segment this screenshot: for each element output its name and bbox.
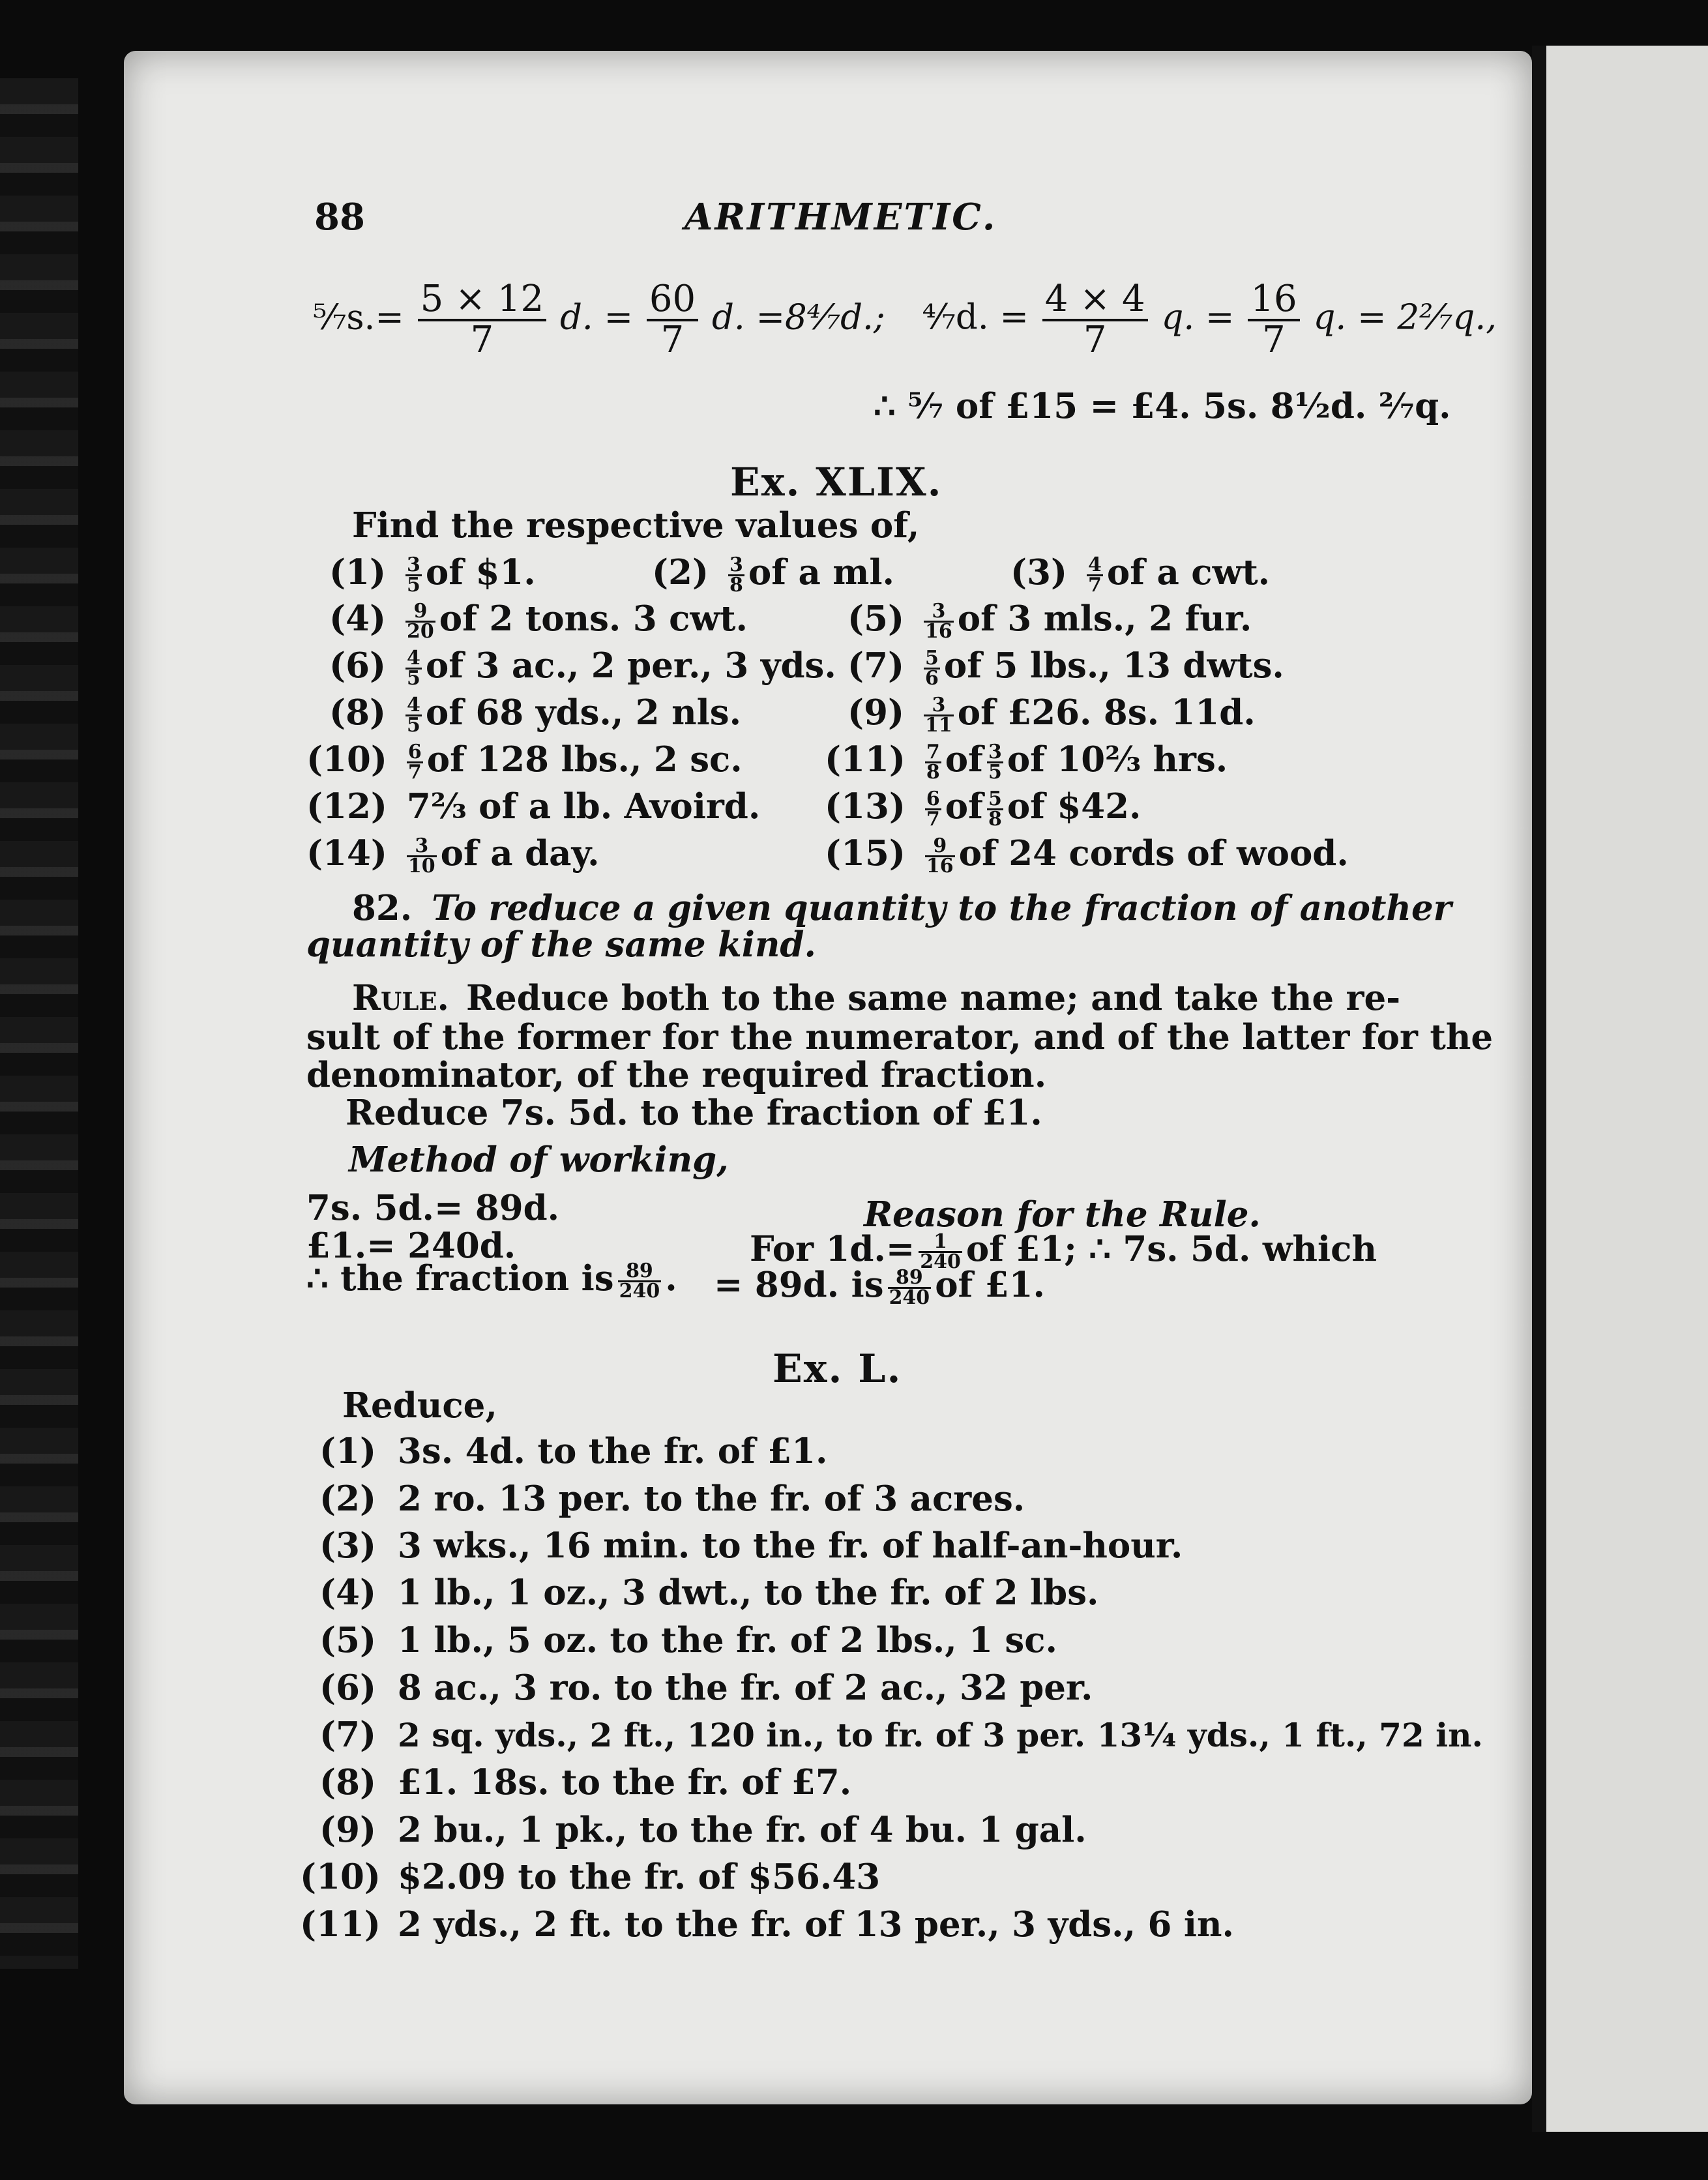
numerator: 4 — [1088, 553, 1102, 576]
numerator: 9 — [405, 602, 435, 623]
fraction — [407, 834, 437, 877]
calc-text: q. = 2²⁄₇q., — [1313, 297, 1497, 338]
denominator: 240 — [889, 1286, 930, 1309]
exercise-item — [319, 1668, 1093, 1708]
item-number: (10) — [306, 739, 387, 780]
exercise-item — [825, 739, 1228, 782]
numerator: 3 — [924, 602, 954, 623]
denominator: 6 — [925, 667, 939, 690]
item-text: of 128 lbs., 2 sc. — [426, 739, 743, 780]
item-text: of a ml. — [748, 552, 894, 593]
exercise-item — [319, 1810, 1087, 1850]
rule-text: Reduce both to the same name; and take the re- — [465, 978, 1401, 1018]
numerator: 1 — [919, 1233, 962, 1254]
section-title: To reduce a given quantity to the fraction of another — [432, 888, 1452, 928]
method-heading: Method of working, — [349, 1140, 729, 1180]
reason-heading: Reason for the Rule. — [864, 1194, 1261, 1235]
item-text: of 68 yds., 2 nls. — [425, 692, 742, 733]
exercise-item — [319, 1620, 1057, 1660]
item-number: (3) — [1010, 552, 1068, 593]
calc-line-1 — [313, 280, 1497, 360]
item-text: 2 sq. yds., 2 ft., 120 in., to fr. of 3 per. 13¼ yds., 1 ft., 72 in. — [398, 1716, 1483, 1754]
exercise-item — [319, 1479, 1025, 1519]
item-number: (14) — [306, 833, 387, 874]
denominator: 20 — [407, 620, 434, 643]
item-text: of £26. 8s. 11d. — [957, 692, 1256, 733]
item-number: (1) — [319, 1431, 377, 1471]
work-line-1: 7s. 5d.= 89d. — [306, 1188, 560, 1228]
section-82-heading — [352, 888, 1452, 928]
numerator: 5 — [988, 787, 1002, 810]
fraction — [405, 553, 422, 597]
numerator: 3 — [407, 837, 437, 858]
exercise-item — [300, 1904, 1234, 1945]
denominator: 11 — [925, 714, 952, 737]
exercise-item — [319, 1525, 1183, 1566]
fraction — [1248, 280, 1299, 360]
numerator: 7 — [926, 740, 940, 763]
fraction — [888, 1265, 932, 1309]
exercise-49-title: Ex. XLIX. — [730, 460, 943, 505]
item-number: (13) — [825, 786, 906, 827]
exercise-item — [319, 1572, 1099, 1613]
item-text: $2.09 to the fr. of $56.43 — [398, 1857, 881, 1897]
rule-line-1 — [352, 978, 1400, 1018]
item-number: (15) — [825, 833, 906, 874]
exercise-item — [319, 1431, 828, 1471]
denominator: 10 — [407, 855, 435, 877]
item-text: of 2 tons. 3 cwt. — [439, 598, 748, 639]
exercise-item — [847, 645, 1284, 688]
fraction — [925, 834, 955, 877]
item-text: 1 lb., 1 oz., 3 dwt., to the fr. of 2 lbs. — [398, 1572, 1099, 1613]
item-text: 3 wks., 16 min. to the fr. of half-an-hour. — [398, 1525, 1183, 1566]
reason-text: For 1d.= — [750, 1229, 915, 1269]
item-number: (2) — [319, 1479, 377, 1519]
item-text: of 24 cords of wood. — [958, 833, 1349, 874]
item-number: (5) — [319, 1620, 377, 1660]
item-number: (8) — [319, 1762, 377, 1803]
calc-line-2: ∴ ⁵⁄₇ of £15 = £4. 5s. 8½d. ²⁄₇q. — [874, 386, 1451, 426]
item-text: 2 yds., 2 ft. to the fr. of 13 per., 3 yds., 6 in. — [398, 1904, 1234, 1945]
section-82-heading-cont: quantity of the same kind. — [306, 924, 816, 965]
exercise-item — [847, 598, 1252, 641]
numerator: 89 — [888, 1269, 932, 1289]
item-number: (6) — [319, 1668, 377, 1708]
exercise-item — [329, 645, 836, 688]
rule-line-3: denominator, of the required fraction. — [306, 1055, 1047, 1095]
exercise-item — [1010, 552, 1270, 595]
item-text: of — [945, 739, 983, 780]
fraction — [1087, 553, 1103, 597]
denominator: 16 — [926, 855, 954, 877]
item-number: (11) — [825, 739, 906, 780]
item-text: 2 ro. 13 per. to the fr. of 3 acres. — [398, 1479, 1025, 1519]
exercise-item — [306, 786, 760, 827]
reason-text: of £1; ∴ 7s. 5d. which — [965, 1229, 1377, 1269]
exercise-item — [329, 552, 536, 595]
numerator: 5 — [925, 646, 939, 670]
denominator: 5 — [988, 761, 1002, 784]
denominator: 5 — [407, 574, 420, 597]
exercise-49-intro: Find the respective values of, — [352, 505, 920, 546]
denominator: 5 — [407, 667, 420, 690]
item-text: of $1. — [425, 552, 536, 593]
page-gutter — [1532, 46, 1546, 2132]
numerator: 6 — [407, 740, 422, 763]
fraction — [924, 599, 954, 643]
work-line-3: ∴ the fraction is $\frac{89}{240}$ . — [306, 1258, 677, 1303]
reason-text: = 89d. is — [714, 1265, 884, 1305]
item-number: (5) — [847, 598, 905, 639]
denominator: 7 — [1083, 318, 1107, 361]
fraction — [647, 280, 698, 360]
denominator: 8 — [729, 574, 743, 597]
exercise-item — [825, 786, 1141, 829]
item-text: 1 lb., 5 oz. to the fr. of 2 lbs., 1 sc. — [398, 1620, 1057, 1660]
fraction — [418, 280, 546, 360]
item-text: £1. 18s. to the fr. of £7. — [398, 1762, 852, 1803]
exercise-item — [329, 598, 748, 641]
denominator: 7 — [407, 761, 422, 784]
item-text: of a day. — [440, 833, 600, 874]
item-number: (8) — [329, 692, 387, 733]
item-number: (7) — [319, 1715, 377, 1755]
reason-text: of £1. — [935, 1265, 1045, 1305]
exercise-item — [300, 1857, 880, 1897]
item-text: 7⅔ of a lb. Avoird. — [406, 786, 761, 827]
fraction — [987, 740, 1003, 784]
item-text: of 3 ac., 2 per., 3 yds. — [425, 645, 836, 686]
fraction — [925, 787, 941, 831]
item-text: of 10⅔ hrs. — [1007, 739, 1228, 780]
calc-text: d. = — [559, 297, 633, 338]
rule-label: Rule. — [352, 978, 449, 1018]
book-spine — [0, 78, 78, 1969]
exercise-50-intro: Reduce, — [342, 1385, 497, 1426]
next-page-edge — [1532, 46, 1708, 2132]
denominator: 7 — [1088, 574, 1102, 597]
denominator: 7 — [660, 318, 685, 361]
item-number: (4) — [319, 1572, 377, 1613]
denominator: 7 — [1262, 318, 1286, 361]
calc-text: ⁴⁄₇d. = — [922, 297, 1029, 338]
numerator: 6 — [926, 787, 940, 810]
calc-text: d. =8⁴⁄₇d.; — [711, 297, 885, 338]
calc-start: ⁵⁄₇s.= — [313, 297, 404, 338]
rule-line-2: sult of the former for the numerator, and of the latter for the — [306, 1017, 1494, 1057]
item-number: (2) — [652, 552, 709, 593]
denominator: 7 — [470, 318, 494, 361]
exercise-item — [306, 739, 743, 782]
item-number: (6) — [329, 645, 387, 686]
item-number: (11) — [300, 1904, 381, 1945]
item-text: of — [945, 786, 983, 827]
fraction — [405, 599, 435, 643]
item-number: (9) — [847, 692, 905, 733]
item-text: 2 bu., 1 pk., to the fr. of 4 bu. 1 gal. — [398, 1810, 1087, 1850]
denominator: 8 — [988, 808, 1002, 831]
example-statement: Reduce 7s. 5d. to the fraction of £1. — [346, 1093, 1042, 1133]
reason-line-2 — [714, 1265, 1045, 1308]
item-number: (1) — [329, 552, 387, 593]
item-text: 8 ac., 3 ro. to the fr. of 2 ac., 32 per. — [398, 1668, 1093, 1708]
numerator: 3 — [729, 553, 743, 576]
item-text: of $42. — [1007, 786, 1141, 827]
exercise-item — [319, 1762, 851, 1803]
work-line-2: £1.= 240d. — [306, 1226, 516, 1266]
fraction — [405, 646, 422, 690]
numerator: 4 × 4 — [1042, 280, 1148, 321]
item-text: of a cwt. — [1106, 552, 1271, 593]
numerator: 89 — [618, 1262, 662, 1283]
running-head: ARITHMETIC. — [685, 196, 997, 239]
section-number: 82. — [352, 888, 413, 928]
item-text: 3s. 4d. to the fr. of £1. — [398, 1431, 828, 1471]
exercise-item — [652, 552, 894, 595]
fraction — [1042, 280, 1148, 360]
fraction — [405, 693, 422, 737]
numerator: 3 — [924, 696, 954, 717]
numerator: 3 — [407, 553, 420, 576]
fraction — [728, 553, 744, 597]
fraction — [925, 740, 941, 784]
numerator: 5 × 12 — [418, 280, 546, 321]
denominator: 8 — [926, 761, 940, 784]
denominator: 16 — [925, 620, 952, 643]
numerator: 9 — [925, 837, 955, 858]
denominator: 5 — [407, 714, 420, 737]
denominator: 240 — [920, 1250, 961, 1273]
work-text: ∴ the fraction is — [306, 1258, 614, 1299]
denominator: 7 — [926, 808, 940, 831]
fraction — [407, 740, 423, 784]
fraction — [924, 693, 954, 737]
item-number: (7) — [847, 645, 905, 686]
exercise-item — [329, 692, 741, 735]
item-number: (12) — [306, 786, 387, 827]
item-number: (9) — [319, 1810, 377, 1850]
numerator: 16 — [1248, 280, 1299, 321]
exercise-item — [306, 833, 600, 876]
calc-text: q. = — [1161, 297, 1235, 338]
exercise-item — [847, 692, 1256, 735]
item-number: (3) — [319, 1525, 377, 1566]
item-number: (4) — [329, 598, 387, 639]
numerator: 4 — [407, 693, 420, 716]
page-number: 88 — [314, 196, 365, 239]
item-text: of 5 lbs., 13 dwts. — [943, 645, 1284, 686]
item-text: of 3 mls., 2 fur. — [957, 598, 1252, 639]
numerator: 4 — [407, 646, 420, 670]
exercise-50-title: Ex. L. — [773, 1346, 902, 1392]
exercise-item — [319, 1715, 1483, 1755]
numerator: 60 — [647, 280, 698, 321]
fraction — [924, 646, 940, 690]
exercise-item — [825, 833, 1349, 876]
denominator: 240 — [619, 1280, 660, 1303]
item-number: (10) — [300, 1857, 381, 1897]
fraction — [618, 1259, 662, 1303]
fraction — [987, 787, 1003, 831]
numerator: 3 — [988, 740, 1002, 763]
